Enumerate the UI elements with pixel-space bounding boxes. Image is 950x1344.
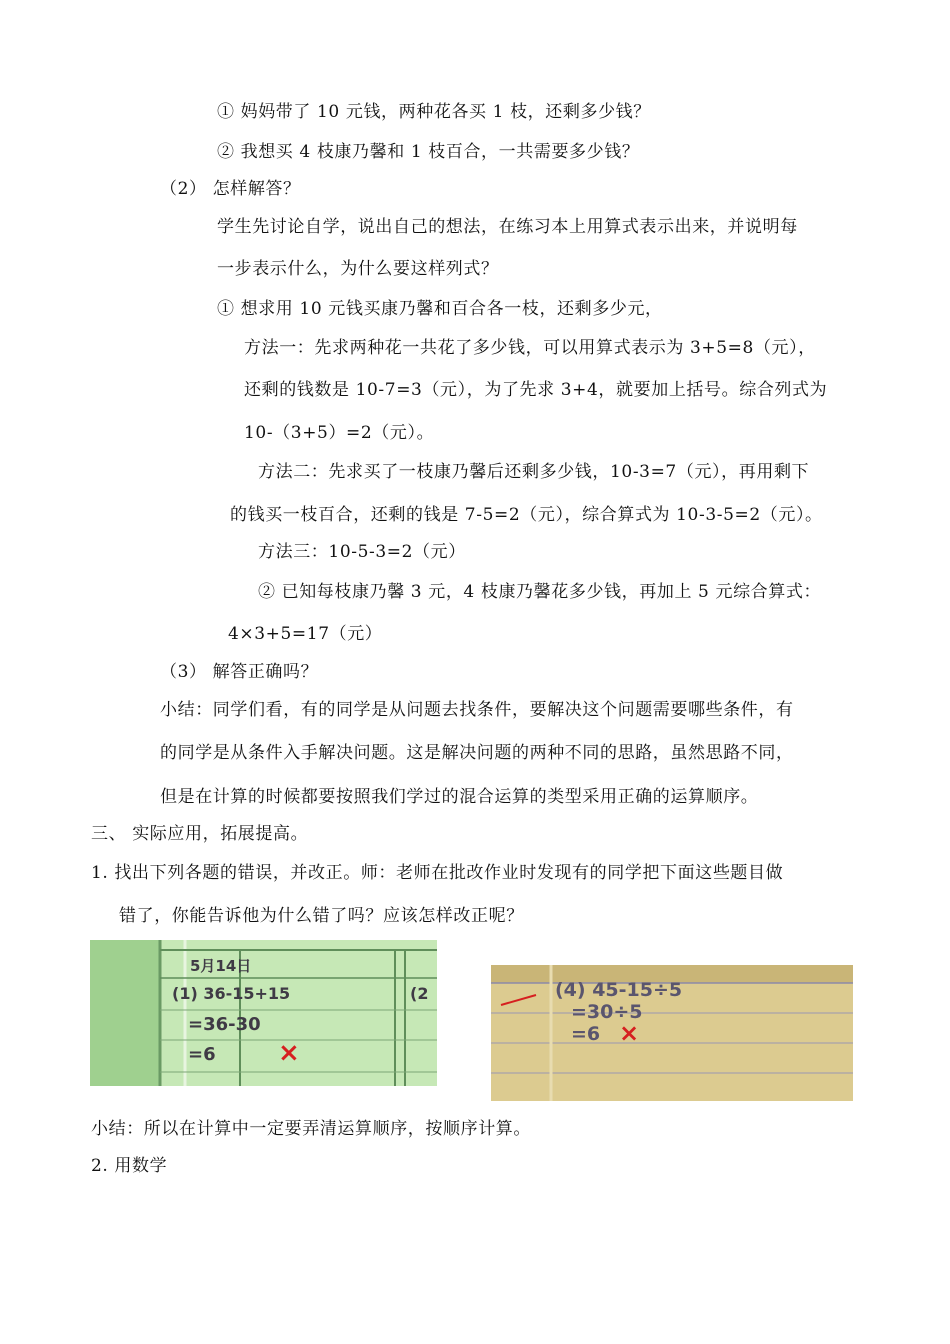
item-1-line-2: 错了，你能告诉他为什么错了吗？应该怎样改正呢？ bbox=[119, 906, 524, 926]
photo-2-wrong-mark: × bbox=[619, 1019, 640, 1047]
question-2: ② 我想买 4 枝康乃馨和 1 枝百合，一共需要多少钱？ bbox=[217, 142, 640, 162]
homework-photo-2 bbox=[491, 965, 853, 1101]
photo-2-line-3: =6 bbox=[571, 1023, 601, 1045]
photo-1-date: 5月14日 bbox=[190, 957, 252, 975]
paragraph-line-1: 学生先讨论自学，说出自己的想法，在练习本上用算式表示出来，并说明每 bbox=[217, 217, 798, 237]
paragraph-line-2: 一步表示什么，为什么要这样列式？ bbox=[217, 259, 499, 279]
answer-2-line-1: ② 已知每枝康乃馨 3 元，4 枝康乃馨花多少钱，再加上 5 元综合算式： bbox=[258, 582, 822, 602]
section-2-heading: （2） 怎样解答？ bbox=[160, 179, 301, 199]
method-1-line-1: 方法一：先求两种花一共花了多少钱，可以用算式表示为 3+5=8（元）， bbox=[244, 338, 816, 358]
method-1-line-2: 还剩的钱数是 10-7=3（元），为了先求 3+4，就要加上括号。综合列式为 bbox=[244, 380, 828, 400]
summary-line-2: 的同学是从条件入手解决问题。这是解决问题的两种不同的思路，虽然思路不同， bbox=[160, 743, 794, 763]
photo-1-side: (2 bbox=[410, 984, 429, 1003]
photo-1-line-3: =6 bbox=[188, 1044, 216, 1065]
item-1-line-1: 1. 找出下列各题的错误，并改正。师：老师在批改作业时发现有的同学把下面这些题目做 bbox=[91, 863, 784, 883]
homework-photo-1 bbox=[90, 940, 437, 1086]
summary-line-1: 小结：同学们看，有的同学是从问题去找条件，要解决这个问题需要哪些条件，有 bbox=[160, 700, 794, 720]
photo-1-line-2: =36-30 bbox=[188, 1014, 261, 1035]
photo-1-line-1: (1) 36-15+15 bbox=[172, 984, 291, 1003]
method-2-line-2: 的钱买一枝百合，还剩的钱是 7-5=2（元），综合算式为 10-3-5=2（元）。 bbox=[230, 505, 823, 525]
summary-line-4: 小结：所以在计算中一定要弄清运算顺序，按顺序计算。 bbox=[91, 1119, 531, 1139]
method-2-line-1: 方法二：先求买了一枝康乃馨后还剩多少钱，10-3=7（元），再用剩下 bbox=[258, 462, 810, 482]
photo-2-line-2: =30÷5 bbox=[571, 1001, 643, 1023]
method-3-line: 方法三：10-5-3=2（元） bbox=[258, 542, 466, 562]
summary-line-3: 但是在计算的时候都要按照我们学过的混合运算的类型采用正确的运算顺序。 bbox=[160, 787, 759, 807]
answer-1-intro: ① 想求用 10 元钱买康乃馨和百合各一枝，还剩多少元， bbox=[217, 299, 663, 319]
photo-1-wrong-mark: × bbox=[278, 1038, 300, 1068]
question-1: ① 妈妈带了 10 元钱，两种花各买 1 枝，还剩多少钱？ bbox=[217, 102, 651, 122]
part-3-heading: 三、 实际应用，拓展提高。 bbox=[91, 824, 309, 844]
answer-2-line-2: 4×3+5=17（元） bbox=[228, 624, 383, 644]
method-1-line-3: 10-（3+5）=2（元）。 bbox=[244, 423, 435, 443]
section-3-heading: （3） 解答正确吗？ bbox=[160, 662, 319, 682]
photo-2-line-1: (4) 45-15÷5 bbox=[555, 979, 683, 1001]
photo-1-lines bbox=[90, 940, 437, 1086]
item-2-line: 2. 用数学 bbox=[91, 1156, 168, 1176]
